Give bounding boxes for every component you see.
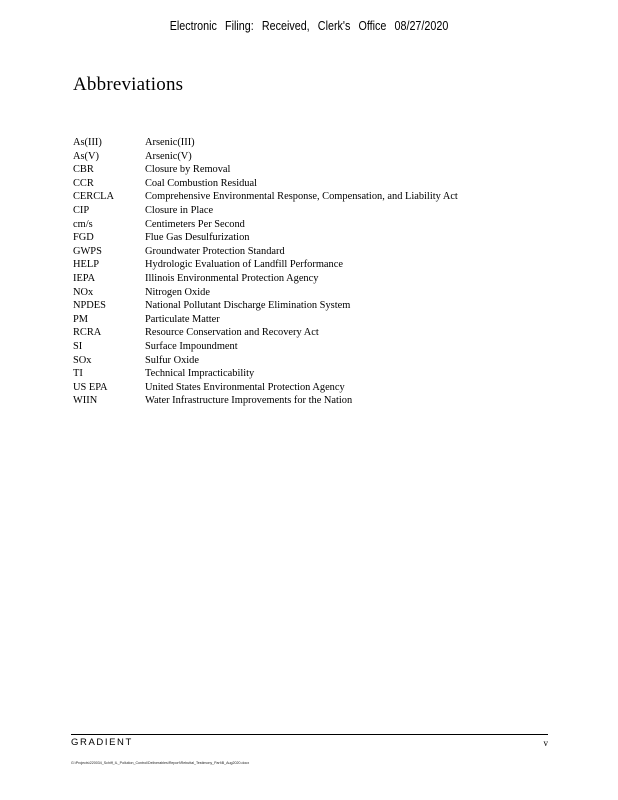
abbreviation-row: [73, 204, 458, 218]
abbreviation-term: US EPA: [73, 381, 108, 393]
abbreviation-term: PM: [73, 313, 89, 325]
abbreviation-row: [73, 177, 458, 191]
abbreviation-row: [73, 272, 458, 286]
abbreviation-term: NOx: [73, 286, 94, 298]
filing-stamp: Electronic Filing: Received, Clerk's Office 08/27/2020: [169, 19, 449, 33]
abbreviation-term: SI: [73, 340, 83, 352]
abbreviation-definition: Centimeters Per Second: [145, 218, 245, 230]
abbreviation-row: [73, 258, 458, 272]
footer-divider: [71, 734, 548, 735]
abbreviation-row: [73, 367, 458, 381]
abbreviation-term: RCRA: [73, 327, 102, 339]
abbreviation-term: As(V): [73, 150, 99, 162]
abbreviation-term: CIP: [73, 204, 90, 216]
abbreviation-definition: Arsenic(V): [145, 150, 192, 162]
abbreviation-term: CBR: [73, 164, 94, 176]
abbreviation-definition: Resource Conservation and Recovery Act: [145, 327, 319, 339]
abbreviation-row: [73, 163, 458, 177]
abbreviation-row: [73, 136, 458, 150]
abbreviation-definition: Technical Impracticability: [145, 368, 255, 380]
abbreviation-definition: Surface Impoundment: [145, 340, 238, 352]
abbreviations-list: [73, 136, 458, 408]
abbreviation-definition: Comprehensive Environmental Response, Compensation, and Liability Act: [145, 191, 458, 203]
abbreviation-definition: Coal Combustion Residual: [145, 177, 257, 189]
abbreviation-definition: Particulate Matter: [145, 313, 220, 325]
abbreviation-term: GWPS: [73, 245, 102, 257]
abbreviation-row: [73, 218, 458, 232]
page-title: Abbreviations: [73, 74, 184, 95]
abbreviation-definition: Sulfur Oxide: [145, 354, 199, 366]
abbreviation-row: [73, 286, 458, 300]
abbreviation-definition: Closure by Removal: [145, 164, 231, 176]
abbreviation-row: [73, 231, 458, 245]
abbreviation-row: [73, 381, 458, 395]
abbreviation-term: HELP: [73, 259, 99, 271]
abbreviation-row: [73, 150, 458, 164]
abbreviation-row: [73, 326, 458, 340]
abbreviation-term: FGD: [73, 232, 94, 244]
abbreviation-term: CCR: [73, 177, 94, 189]
abbreviation-definition: Flue Gas Desulfurization: [145, 232, 250, 244]
abbreviation-term: WIIN: [73, 395, 98, 407]
abbreviation-term: CERCLA: [73, 191, 114, 203]
abbreviation-term: NPDES: [73, 300, 106, 312]
abbreviation-definition: United States Environmental Protection Agency: [145, 381, 345, 393]
abbreviation-row: [73, 299, 458, 313]
abbreviation-definition: Nitrogen Oxide: [145, 286, 210, 298]
abbreviation-row: [73, 394, 458, 408]
page-number: v: [543, 738, 548, 748]
abbreviation-definition: Closure in Place: [145, 204, 214, 216]
abbreviation-row: [73, 354, 458, 368]
abbreviation-term: TI: [73, 368, 83, 380]
abbreviation-row: [73, 340, 458, 354]
abbreviation-term: IEPA: [73, 272, 96, 284]
file-path: G:\Projects\220034_Schiff_IL_Pollution_Control\Deliverables\Report\Rebuttal_Testimony_Part\B_Aug2020.docx: [71, 761, 250, 765]
abbreviation-term: As(III): [73, 137, 102, 148]
abbreviation-definition: Illinois Environmental Protection Agency: [145, 272, 319, 284]
abbreviation-row: [73, 313, 458, 327]
abbreviation-row: [73, 245, 458, 259]
abbreviation-definition: Arsenic(III): [145, 137, 195, 148]
abbreviation-term: cm/s: [73, 218, 93, 230]
abbreviation-row: [73, 190, 458, 204]
abbreviation-definition: National Pollutant Discharge Elimination System: [145, 300, 351, 312]
company-logo: GRADIENT: [71, 737, 133, 748]
abbreviation-term: SOx: [73, 354, 92, 366]
abbreviation-definition: Hydrologic Evaluation of Landfill Performance: [145, 259, 343, 271]
abbreviation-definition: Groundwater Protection Standard: [145, 245, 285, 257]
abbreviation-definition: Water Infrastructure Improvements for the Nation: [145, 395, 353, 407]
